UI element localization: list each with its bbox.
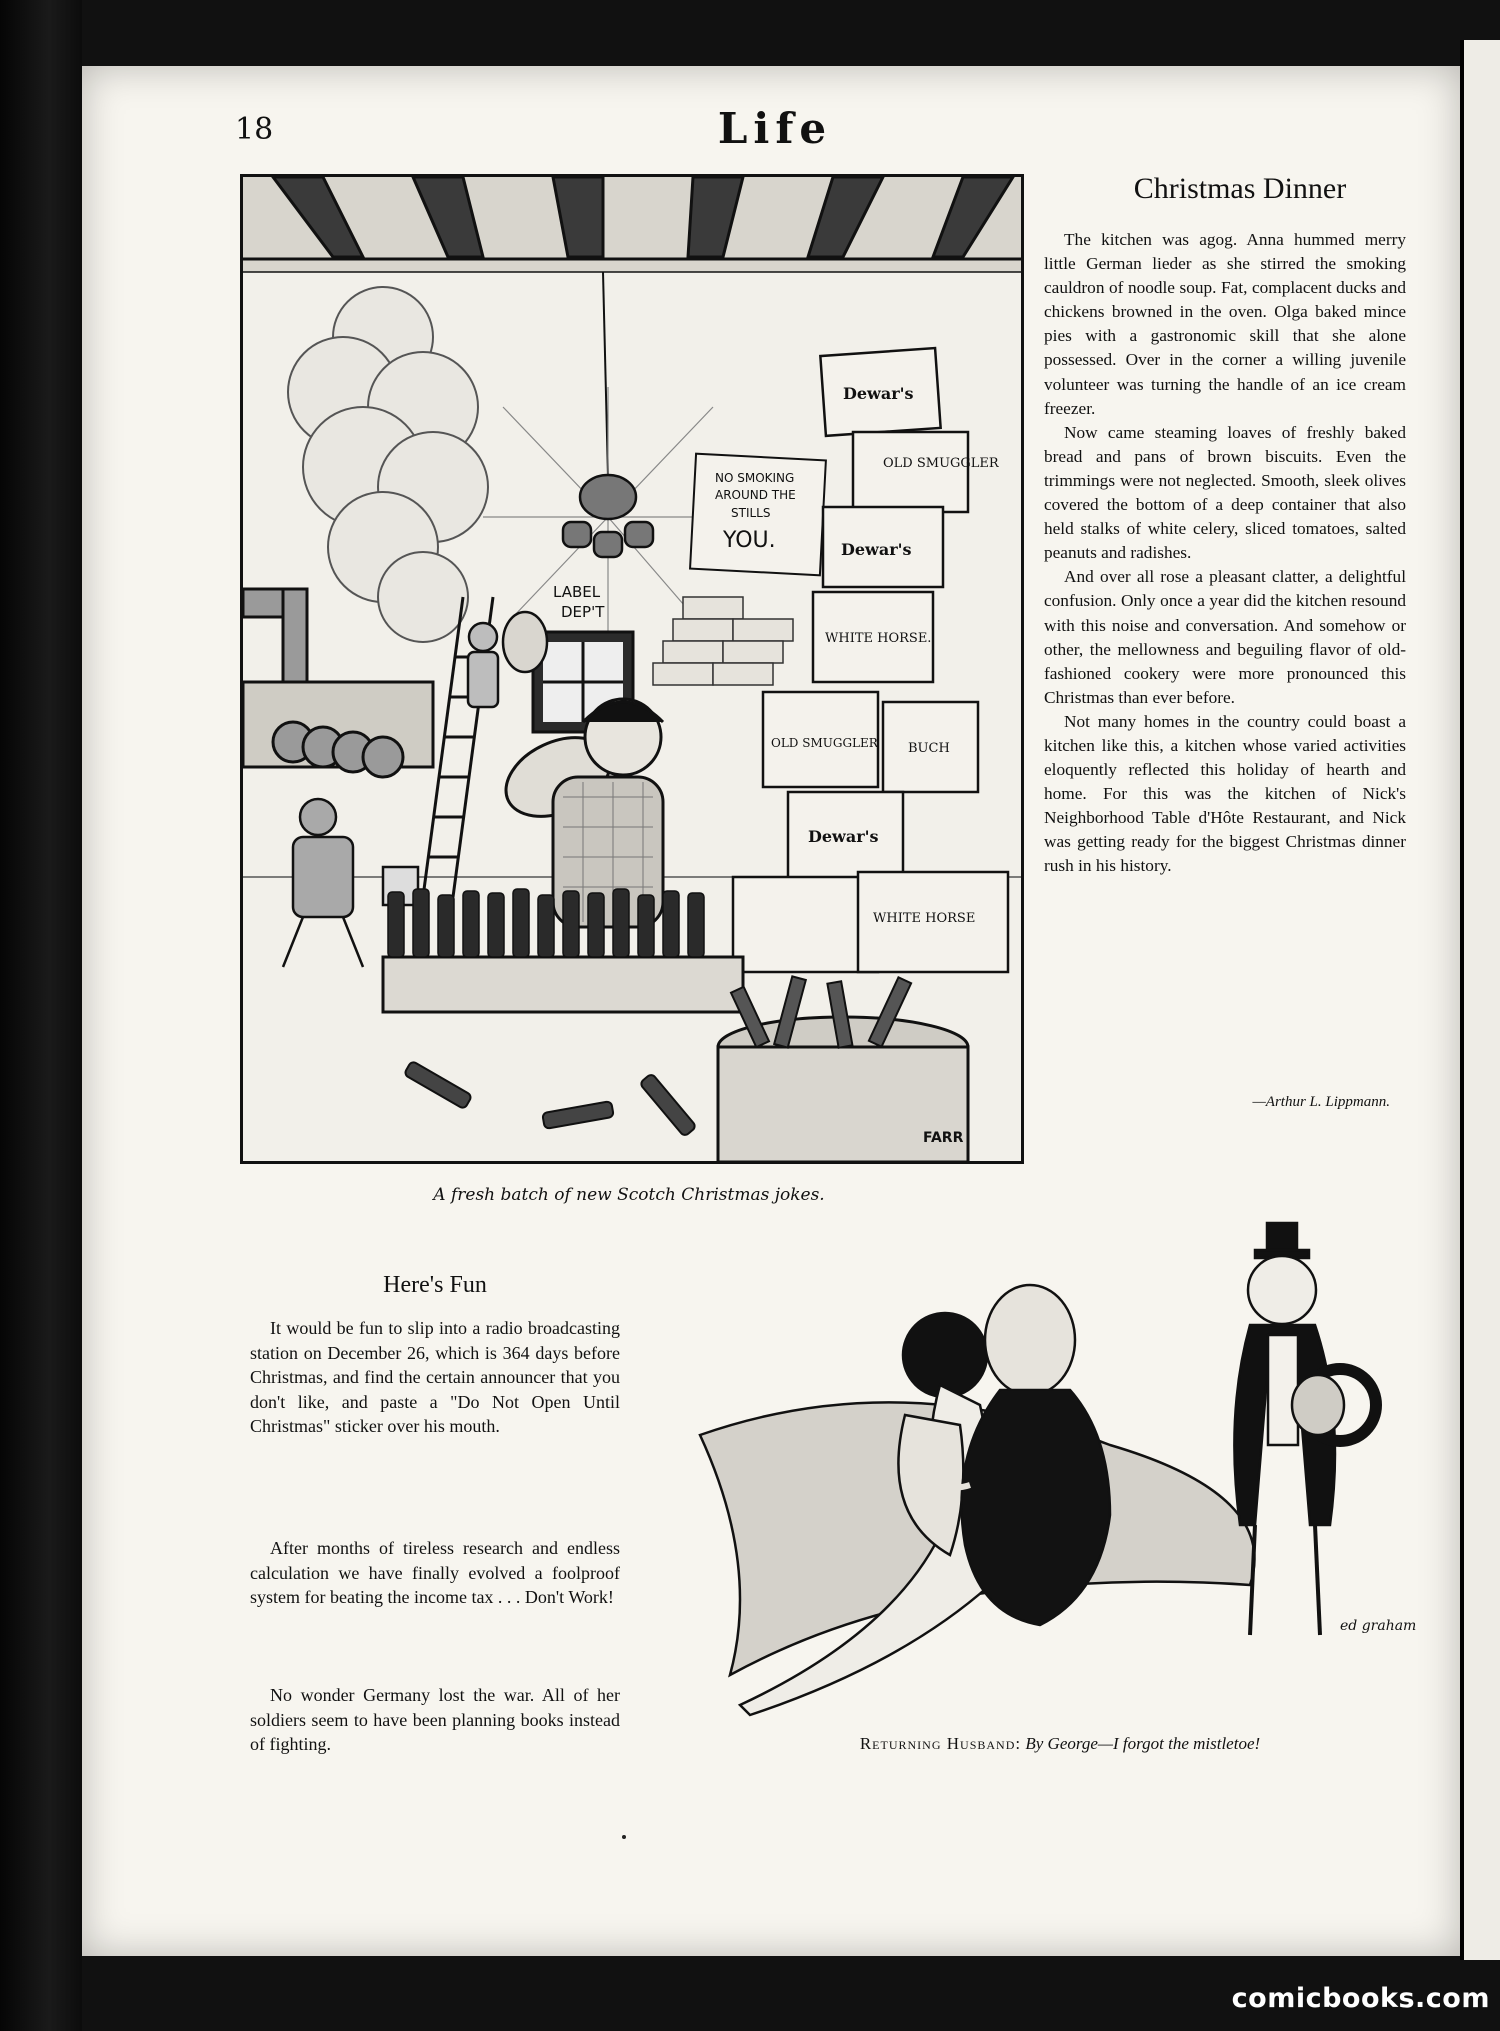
- article-title-christmas-dinner: Christmas Dinner: [1133, 172, 1347, 205]
- article-paragraph: And over all rose a pleasant clatter, a delightful confusion. Only once a year did the kitchen resound with this noise and conversation. And somehow or other, the mellowness and beguiling flavor of old-fashioned cookery were more pronounced this Christmas than ever before.: [1044, 567, 1406, 707]
- watermark: comicbooks.com: [1231, 1983, 1490, 2014]
- svg-text:WHITE HORSE: WHITE HORSE: [873, 911, 976, 926]
- svg-text:OLD SMUGGLER: OLD SMUGGLER: [771, 736, 878, 750]
- svg-text:WHITE HORSE.: WHITE HORSE.: [825, 631, 932, 646]
- cartoon-mistletoe: [640, 1195, 1450, 1755]
- caption-speaker: Returning Husband:: [859, 1734, 1022, 1753]
- cartoon-distillery: [240, 174, 1024, 1164]
- fun-paragraph: It would be fun to slip into a radio broadcasting station on December 26, which is 364 days before Christmas, and find the certain announcer that you don't like, and paste a "Do Not Open Until Christmas" sticker over his mouth.: [250, 1318, 620, 1436]
- cartoon2-caption: [700, 1734, 1420, 1754]
- svg-text:LABEL: LABEL: [553, 583, 601, 601]
- svg-text:Dewar's: Dewar's: [841, 540, 912, 559]
- fun-paragraph: After months of tireless research and endless calculation we have finally evolved a foolproof system for beating the income tax . . . Don't Work!: [250, 1538, 620, 1607]
- article-paragraph: Not many homes in the country could boast a kitchen like this, a kitchen whose varied activities eloquently reflected this holiday of hearth and home. For this was the kitchen of Nick's Neighborhood Table d'Hôte Restaurant, and Nick was getting ready for the biggest Christmas dinner rush in his history.: [1044, 711, 1406, 876]
- no-smoking-sign: [690, 454, 826, 576]
- scan-border: [0, 0, 82, 2031]
- svg-text:BUCH: BUCH: [908, 741, 950, 756]
- svg-text:NO SMOKING: NO SMOKING: [715, 471, 795, 485]
- caption-speech: By George—I forgot the mistletoe!: [1025, 1734, 1261, 1753]
- print-speck: [622, 1835, 626, 1839]
- svg-text:AROUND THE: AROUND THE: [715, 488, 796, 502]
- fun-paragraph: No wonder Germany lost the war. All of her soldiers seem to have been planning books instead of fighting.: [250, 1685, 620, 1754]
- cartoon-distillery-drawing: [243, 177, 1021, 1161]
- svg-text:STILLS: STILLS: [731, 506, 771, 520]
- cartoon-mistletoe-drawing: [640, 1195, 1450, 1755]
- cartoon1-signature: FARR: [923, 1130, 964, 1146]
- svg-text:Dewar's: Dewar's: [808, 827, 879, 846]
- article-body-christmas-dinner: [1044, 228, 1406, 879]
- returning-husband-figure: [1234, 1223, 1376, 1635]
- article-byline: —Arthur L. Lippmann.: [1252, 1094, 1390, 1110]
- article-title-heres-fun: Here's Fun: [383, 1272, 487, 1298]
- svg-text:YOU.: YOU.: [723, 528, 776, 553]
- article-paragraph: The kitchen was agog. Anna hummed merry little German lieder as she stirred the smoking cauldron of noodle soup. Fat, complacent ducks and chickens browned in the oven. Olga baked mince pies with a gastronomic skill that she alone possessed. Over in the corner a willing juvenile volunteer was turning the handle of an ice cream freezer.: [1044, 230, 1406, 418]
- svg-text:OLD SMUGGLER: OLD SMUGGLER: [883, 456, 999, 471]
- masthead: Life: [717, 104, 833, 153]
- svg-text:Dewar's: Dewar's: [843, 384, 914, 403]
- next-page-edge: [1464, 40, 1500, 1960]
- cartoon2-signature: ed graham: [1340, 1618, 1417, 1634]
- svg-text:DEP'T: DEP'T: [561, 603, 605, 621]
- page-number: 18: [235, 112, 274, 147]
- article-paragraph: Now came steaming loaves of freshly baked bread and pans of brown biscuits. Even the trimmings were not neglected. Smooth, sleek olives covered the bottom of a deep container that also held stalks of white celery, sliced tomatoes, salted peanuts and radishes.: [1044, 422, 1406, 563]
- cartoon1-caption: A fresh batch of new Scotch Christmas jokes.: [433, 1185, 825, 1205]
